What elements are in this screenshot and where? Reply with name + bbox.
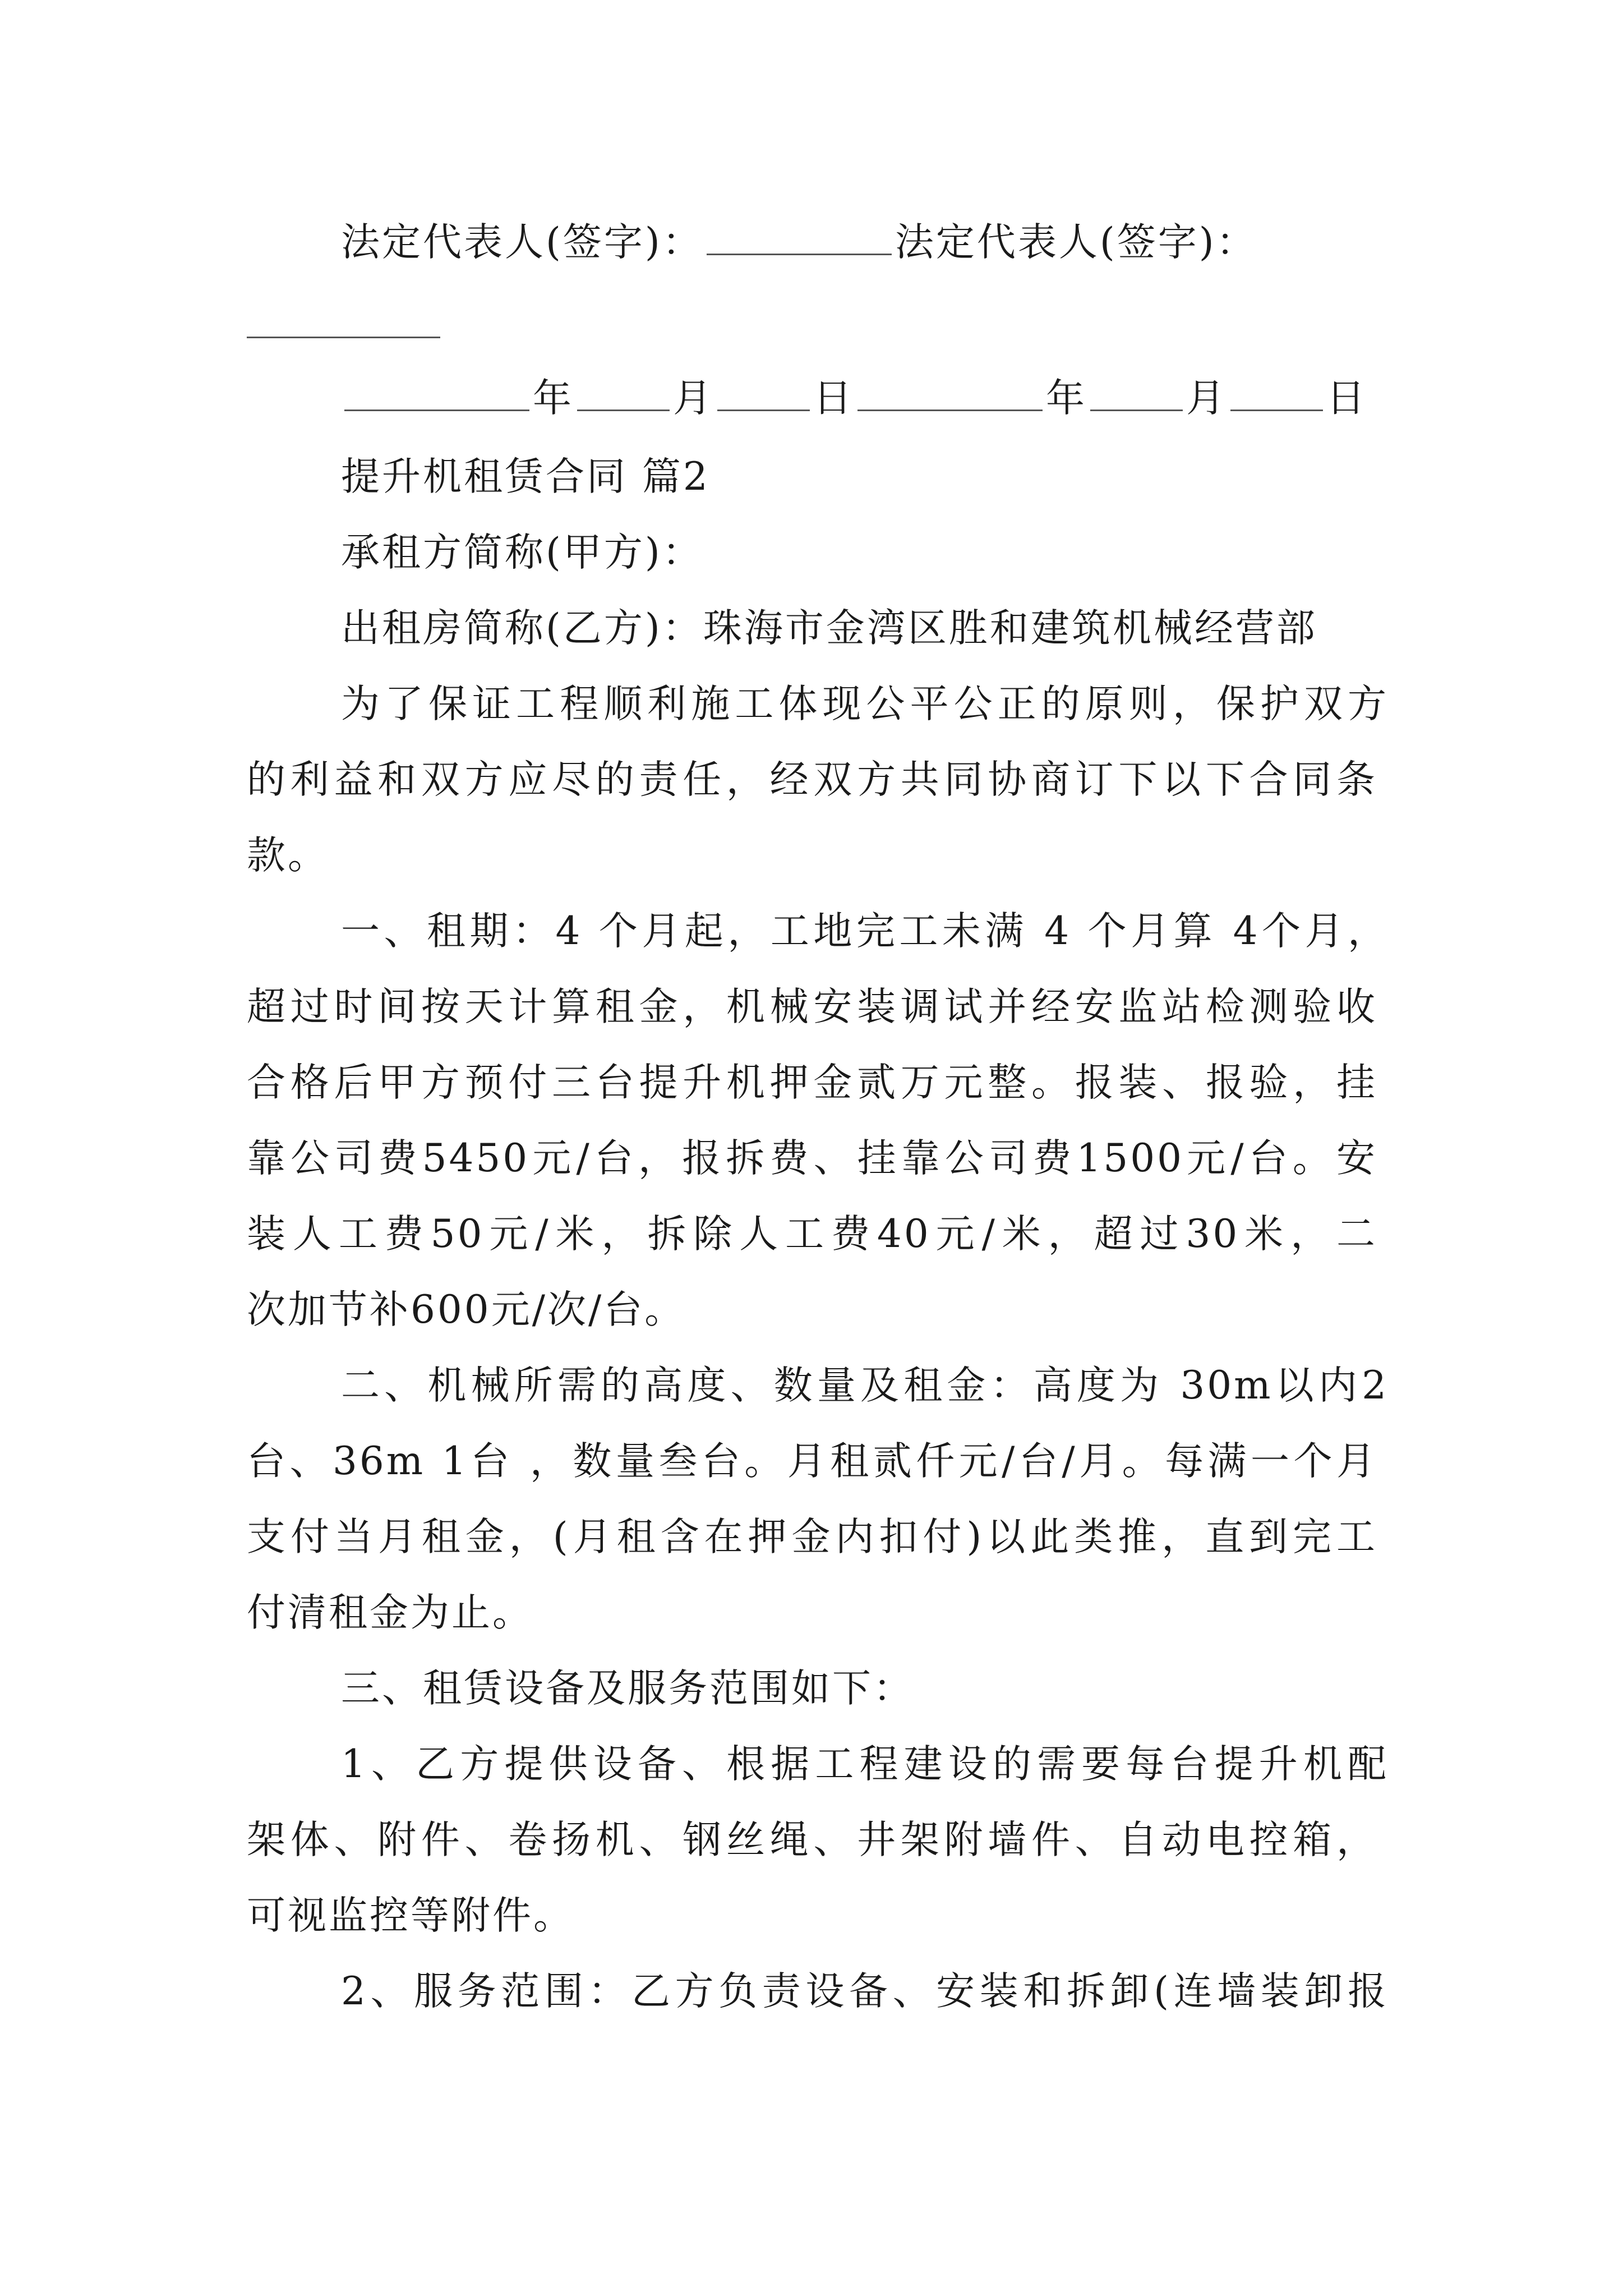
day-a-label: 日 xyxy=(813,376,854,421)
intro-line-2: 的利益和双方应尽的责任，经双方共同协商订下以下合同条 xyxy=(247,757,1377,802)
month-b-label: 月 xyxy=(1186,376,1227,421)
month-b-blank xyxy=(1090,375,1183,411)
clause2-line-4: 付清租金为止。 xyxy=(247,1590,533,1635)
day-b-label: 日 xyxy=(1326,376,1367,421)
signature-row xyxy=(341,214,1257,270)
contract-heading: 提升机租赁合同 篇2 xyxy=(341,454,710,499)
item1-line-3: 可视监控等附件。 xyxy=(247,1893,574,1938)
month-a-blank xyxy=(577,375,670,411)
month-a-label: 月 xyxy=(673,376,714,421)
day-a-blank xyxy=(717,375,810,411)
date-row xyxy=(341,370,1367,426)
rep-b-signature-blank xyxy=(247,337,440,338)
year-b-label: 年 xyxy=(1046,376,1087,421)
rep-b-label: 法定代表人(签字)： xyxy=(895,220,1257,265)
clause1-line-3: 合格后甲方预付三台提升机押金贰万元整。报装、报验，挂 xyxy=(247,1060,1377,1105)
year-b-blank xyxy=(857,375,1043,411)
lessee-line: 承租方简称(甲方)： xyxy=(341,530,703,575)
clause2-line-1: 二、机械所需的高度、数量及租金：高度为 30m以内2 xyxy=(341,1363,1389,1408)
rep-a-label: 法定代表人(签字)： xyxy=(341,220,703,265)
day-b-blank xyxy=(1230,375,1323,411)
intro-line-1: 为了保证工程顺利施工体现公平公正的原则，保护双方 xyxy=(341,682,1389,726)
clause1-line-2: 超过时间按天计算租金，机械安装调试并经安监站检测验收 xyxy=(247,984,1377,1029)
clause1-line-1: 一、租期：4 个月起，工地完工未满 4 个月算 4个月， xyxy=(341,909,1389,954)
item1-line-2: 架体、附件、卷扬机、钢丝绳、井架附墙件、自动电控箱， xyxy=(247,1818,1377,1862)
clause1-line-6: 次加节补600元/次/台。 xyxy=(247,1287,686,1332)
year-a-blank xyxy=(344,375,529,411)
clause1-line-4: 靠公司费5450元/台，报拆费、挂靠公司费1500元/台。安 xyxy=(247,1136,1377,1181)
rep-a-signature-blank xyxy=(707,219,892,255)
clause3-heading: 三、租赁设备及服务范围如下： xyxy=(341,1666,914,1711)
intro-line-3: 款。 xyxy=(247,833,329,878)
clause1-line-5: 装人工费50元/米，拆除人工费40元/米，超过30米，二 xyxy=(247,1212,1377,1257)
item1-line-1: 1、乙方提供设备、根据工程建设的需要每台提升机配 xyxy=(341,1742,1389,1787)
year-a-label: 年 xyxy=(533,376,574,421)
clause2-line-3: 支付当月租金，(月租含在押金内扣付)以此类推，直到完工 xyxy=(247,1515,1377,1559)
lessor-line: 出租房简称(乙方)：珠海市金湾区胜和建筑机械经营部 xyxy=(341,606,1317,651)
clause2-line-2: 台、36m 1台 ，数量叁台。月租贰仟元/台/月。每满一个月 xyxy=(247,1439,1377,1484)
item2-line-1: 2、服务范围：乙方负责设备、安装和拆卸(连墙装卸报 xyxy=(341,1969,1389,2014)
